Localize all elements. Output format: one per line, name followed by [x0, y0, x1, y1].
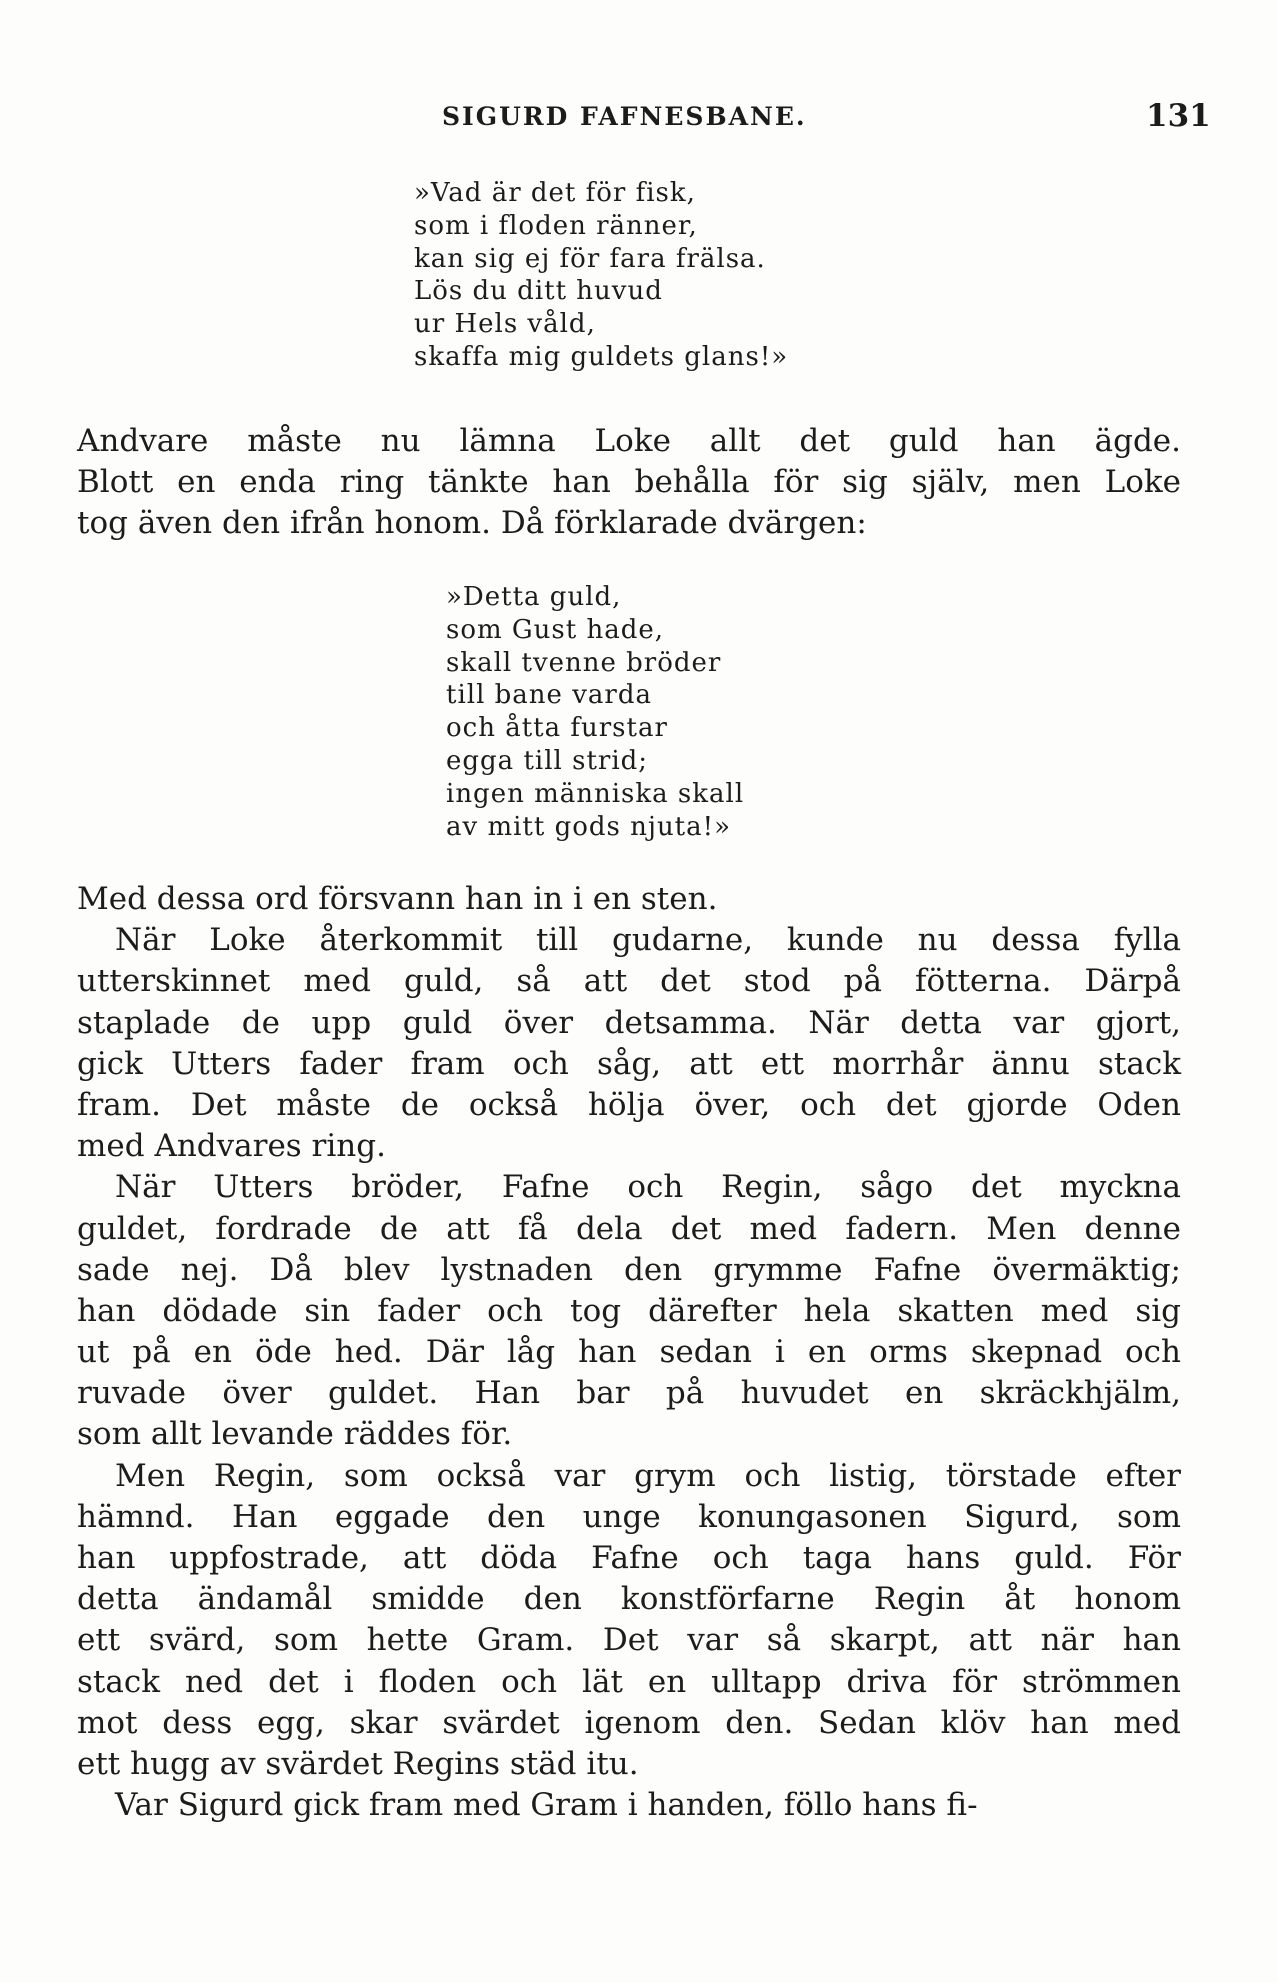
prose-line: stack ned det i floden och lät en ulltapp driva för strömmen: [77, 1663, 1181, 1700]
verse-andvare: [414, 177, 788, 374]
page-header: [0, 98, 1278, 142]
prose-line: detta ändamål smidde den konstförfarne Regin åt honom: [77, 1581, 1181, 1618]
verse-line: kan sig ej för fara frälsa.: [414, 243, 766, 274]
verse-line: Lös du ditt huvud: [414, 276, 663, 307]
prose-line: som allt levande räddes för.: [77, 1416, 513, 1453]
prose-line: ut på en öde hed. Där låg han sedan i en orms skepnad och: [77, 1334, 1181, 1371]
prose-body: [77, 879, 1181, 1826]
verse-line: egga till strid;: [446, 745, 649, 776]
prose-line: Med dessa ord försvann han in i en sten.: [77, 881, 718, 917]
prose-line: staplade de upp guld över detsamma. När detta var gjort,: [77, 1004, 1181, 1041]
prose-line: Var Sigurd gick fram med Gram i handen, föllo hans fi-: [115, 1787, 978, 1824]
prose-line: Men Regin, som också var grym och listig, törstade efter: [115, 1457, 1181, 1494]
prose-line: När Utters bröder, Fafne och Regin, sågo det myckna: [115, 1169, 1181, 1206]
page-number: 131: [1146, 98, 1211, 134]
prose-line: med Andvares ring.: [77, 1128, 386, 1165]
verse-line: skaffa mig guldets glans!»: [414, 341, 789, 372]
prose-line: tog även den ifrån honom. Då förklarade dvärgen:: [77, 505, 867, 542]
prose-line: han uppfostrade, att döda Fafne och taga hans guld. För: [77, 1540, 1181, 1576]
verse-line: som Gust hade,: [446, 614, 665, 645]
prose-line: mot dess egg, skar svärdet igenom den. Sedan klöv han med: [77, 1704, 1181, 1741]
running-head: SIGURD FAFNESBANE.: [442, 102, 807, 131]
verse-line: skall tvenne bröder: [446, 647, 722, 678]
verse-line: »Detta guld,: [446, 582, 622, 612]
verse-line: av mitt gods njuta!»: [446, 811, 731, 842]
prose-line: ett hugg av svärdet Regins städ itu.: [77, 1745, 639, 1782]
verse-line: »Vad är det för fisk,: [414, 178, 696, 208]
prose-line: ruvade över guldet. Han bar på huvudet en skräckhjälm,: [77, 1375, 1181, 1412]
verse-line: ingen människa skall: [446, 778, 745, 809]
prose-line: fram. Det måste de också hölja över, och det gjorde Oden: [77, 1086, 1181, 1123]
prose-line: Blott en enda ring tänkte han behålla för sig själv, men Loke: [77, 464, 1181, 501]
prose-line: Andvare måste nu lämna Loke allt det guld han ägde.: [77, 423, 1181, 459]
verse-line: som i floden ränner,: [414, 210, 698, 241]
verse-line: och åtta furstar: [446, 713, 668, 744]
verse-line: till bane varda: [446, 680, 652, 711]
prose-line: gick Utters fader fram och såg, att ett morrhår ännu stack: [77, 1045, 1181, 1082]
prose-line: utterskinnet med guld, så att det stod på fötterna. Därpå: [77, 963, 1181, 1000]
prose-line: ett svärd, som hette Gram. Det var så skarpt, att när han: [77, 1622, 1181, 1659]
prose-line: När Loke återkommit till gudarne, kunde nu dessa fylla: [115, 922, 1181, 959]
prose-line: han dödade sin fader och tog därefter hela skatten med sig: [77, 1292, 1181, 1329]
prose-line: hämnd. Han eggade den unge konungasonen Sigurd, som: [77, 1498, 1181, 1535]
verse-line: ur Hels våld,: [414, 309, 596, 340]
prose-paragraph-andvare: [77, 421, 1181, 545]
prose-line: sade nej. Då blev lystnaden den grymme Fafne övermäktig;: [77, 1251, 1181, 1288]
prose-line: guldet, fordrade de att få dela det med fadern. Men denne: [77, 1210, 1181, 1247]
verse-curse: [446, 581, 744, 843]
